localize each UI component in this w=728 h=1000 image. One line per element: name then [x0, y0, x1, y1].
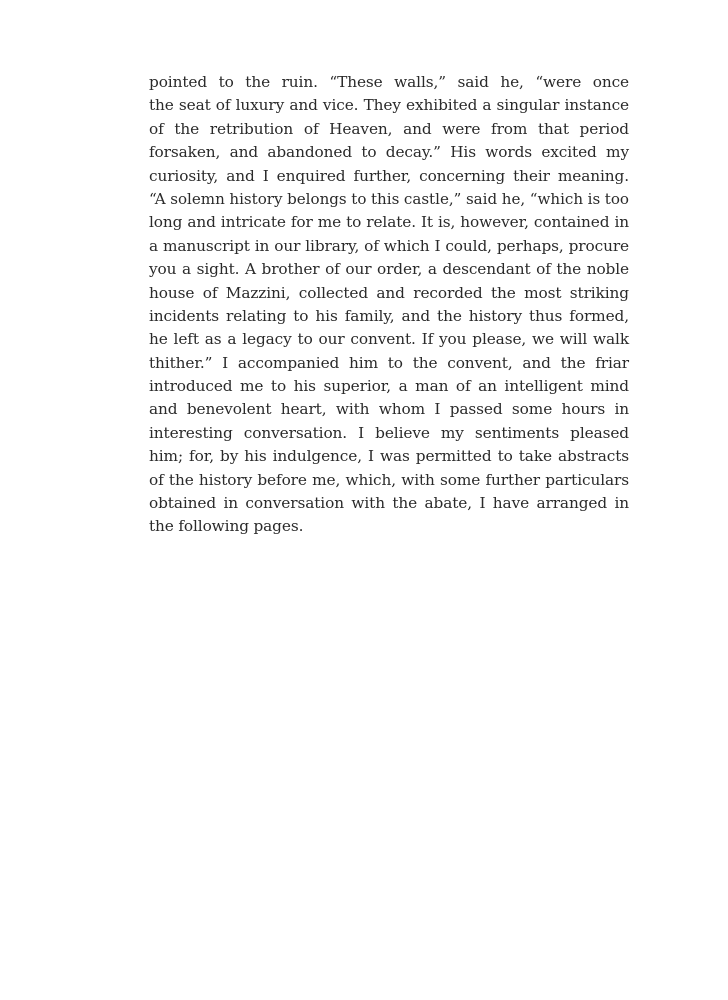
text-line: interesting conversation. I believe my sentiments pleased	[149, 423, 629, 442]
text-line: obtained in conversation with the abate, I have arranged in	[149, 494, 629, 513]
text-line: house of Mazzini, collected and recorded the most striking	[149, 283, 629, 302]
text-line: curiosity, and I enquired further, concerning their meaning.	[149, 166, 629, 185]
text-line: the following pages.	[149, 517, 304, 536]
text-line: of the history before me, which, with some further particulars	[149, 470, 629, 489]
text-line: “A solemn history belongs to this castle,” said he, “which is too	[149, 189, 629, 208]
text-line: incidents relating to his family, and the history thus formed,	[149, 306, 629, 325]
text-line: thither.” I accompanied him to the convent, and the friar	[149, 353, 629, 372]
text-line: introduced me to his superior, a man of an intelligent mind	[149, 377, 629, 396]
text-line: the seat of luxury and vice. They exhibited a singular instance	[149, 96, 629, 115]
text-line: long and intricate for me to relate. It is, however, contained in	[149, 213, 629, 232]
text-line: him; for, by his indulgence, I was permitted to take abstracts	[149, 447, 629, 466]
text-line: a manuscript in our library, of which I could, perhaps, procure	[149, 236, 629, 255]
text-line: of the retribution of Heaven, and were from that period	[149, 119, 629, 138]
text-line: and benevolent heart, with whom I passed some hours in	[149, 400, 629, 419]
body-paragraph	[149, 71, 629, 539]
text-line: he left as a legacy to our convent. If you please, we will walk	[149, 330, 629, 349]
text-line: forsaken, and abandoned to decay.” His words excited my	[149, 143, 629, 162]
text-line: you a sight. A brother of our order, a descendant of the noble	[149, 260, 629, 279]
text-line: pointed to the ruin. “These walls,” said he, “were once	[149, 73, 629, 91]
